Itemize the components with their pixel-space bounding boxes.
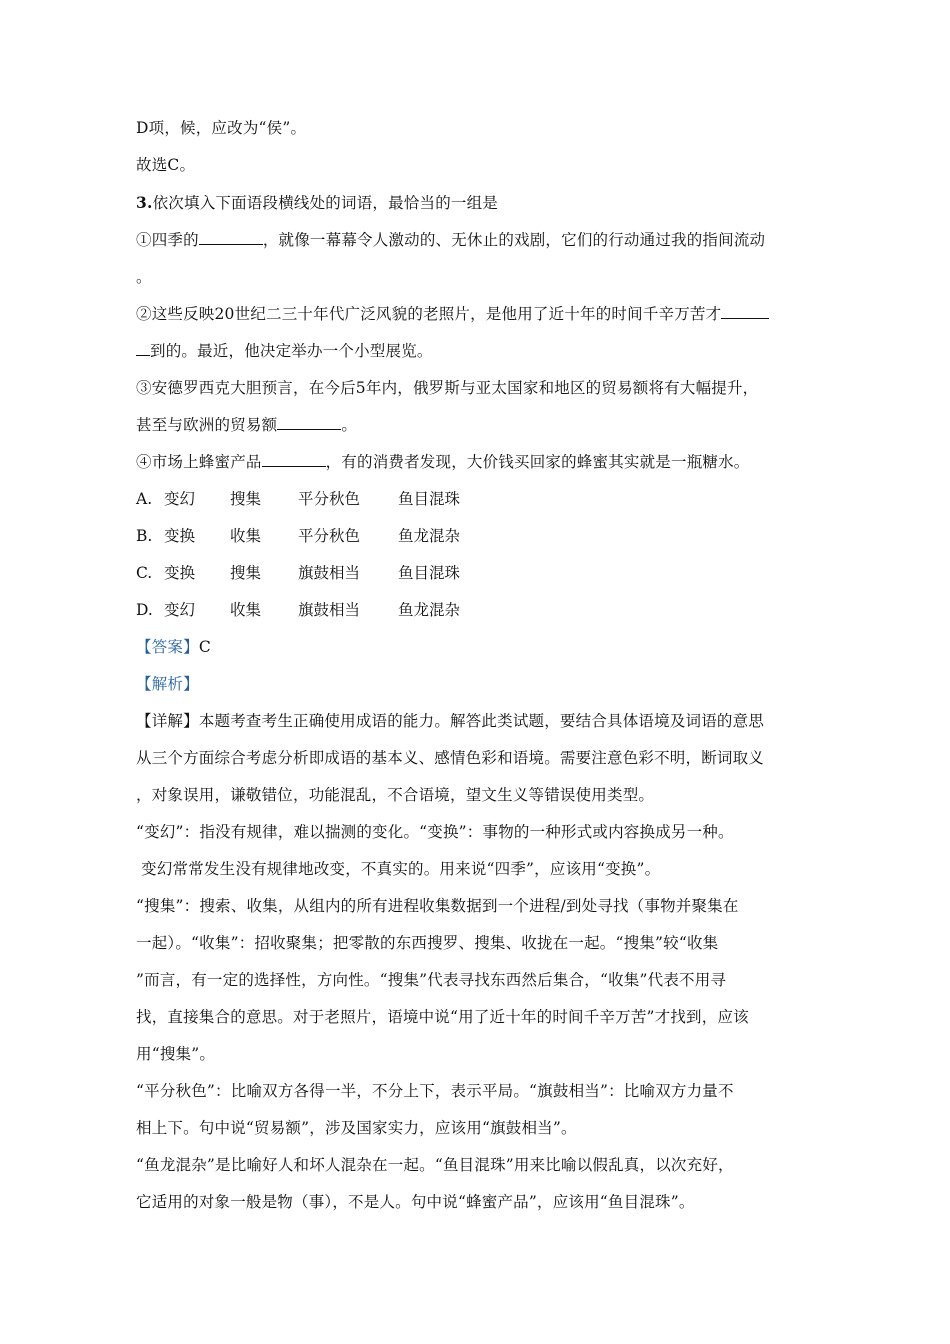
detail-line [136,711,816,732]
detail-line: 从三个方面综合考虑分析即成语的基本义、感情色彩和语境。需要注意色彩不明，断词取义 [136,749,765,767]
option-word: 鱼目混珠 [398,490,461,508]
sentence-2 [136,304,816,325]
detail-line: 一起）。“收集”：招收聚集；把零散的东西搜罗、搜集、收拢在一起。“搜集”较“收集 [136,934,719,952]
option-letter: B. [136,527,153,545]
text-line: 故选C。 [136,156,196,174]
option-word: 收集 [230,527,262,545]
answer-label: 【答案】 [136,638,199,656]
option-word: 平分秋色 [298,527,361,545]
detail-line: ”而言，有一定的选择性，方向性。“搜集”代表寻找东西然后集合，“收集”代表不用寻 [136,971,727,989]
sentence-1-cont: 。 [136,268,152,286]
fill-blank [721,304,769,319]
sentence-text: ①四季的 [136,231,199,249]
detail-line: “平分秋色”：比喻双方各得一半，不分上下，表示平局。“旗鼓相当”：比喻双方力量不 [136,1082,734,1100]
sentence-2-cont [136,341,816,362]
fill-blank [262,452,326,467]
option-word: 鱼龙混杂 [398,601,461,619]
detail-line: “鱼龙混杂”是比喻好人和坏人混杂在一起。“鱼目混珠”用来比喻以假乱真，以次充好， [136,1156,734,1174]
option-letter: A. [136,490,153,508]
detail-line: 相上下。句中说“贸易额”，涉及国家实力，应该用“旗鼓相当”。 [136,1119,577,1137]
option-word: 鱼龙混杂 [398,527,461,545]
sentence-text: 甚至与欧洲的贸易额 [136,416,278,434]
sentence-text: ，有的消费者发现，大价钱买回家的蜂蜜其实就是一瓶糖水。 [325,453,750,471]
option-a [136,489,816,510]
option-c [136,563,816,584]
sentence-text: ②这些反映20世纪二三十年代广泛风貌的老照片，是他用了近十年的时间千辛万苦才 [136,305,722,323]
question-text: 依次填入下面语段横线处的词语，最恰当的一组是 [152,194,498,212]
option-word: 收集 [230,601,262,619]
document-page [136,118,816,1213]
detail-line: “变幻”：指没有规律，难以揣测的变化。“变换”：事物的一种形式或内容换成另一种。 [136,823,734,841]
sentence-1 [136,230,816,251]
option-letter: D. [136,601,153,619]
sentence-text: 。 [341,416,358,434]
option-word: 旗鼓相当 [298,564,361,582]
option-b [136,526,816,547]
sentence-4 [136,452,816,473]
option-word: 搜集 [230,564,262,582]
sentence-text: ④市场上蜂蜜产品 [136,453,262,471]
question-stem [136,192,816,214]
answer-value: C [198,638,211,656]
detail-line: 找，直接集合的意思。对于老照片，语境中说“用了近十年的时间千辛万苦”才找到，应该 [136,1008,749,1026]
fill-blank [199,230,263,245]
question-number: 3. [136,193,153,212]
option-word: 变换 [164,527,196,545]
answer-line [136,637,816,658]
detail-text: 本题考查考生正确使用成语的能力。解答此类试题，要结合具体语境及词语的意思 [198,712,765,730]
fill-blank [277,415,341,430]
sentence-text: ，就像一幕幕令人激动的、无休止的戏剧，它们的行动通过我的指间流动 [262,231,766,249]
option-word: 鱼目混珠 [398,564,461,582]
option-letter: C. [136,564,153,582]
option-d [136,600,816,621]
detail-line: 变幻常常发生没有规律地改变，不真实的。用来说“四季”，应该用“变换”。 [136,860,661,878]
option-word: 变换 [164,564,196,582]
option-word: 旗鼓相当 [298,601,361,619]
option-word: 搜集 [230,490,262,508]
detail-line: ，对象误用，谦敬错位，功能混乱，不合语境，望文生义等错误使用类型。 [136,786,655,804]
fill-blank [136,341,150,356]
text-line: D项，候，应改为“侯”。 [136,119,307,137]
option-word: 变幻 [164,601,196,619]
sentence-3: ③安德罗西克大胆预言，在今后5年内，俄罗斯与亚太国家和地区的贸易额将有大幅提升， [136,379,759,397]
sentence-3-cont [136,415,816,436]
detail-line: 用“搜集”。 [136,1045,216,1063]
detail-line: 它适用的对象一般是物（事），不是人。句中说“蜂蜜产品”，应该用“鱼目混珠”。 [136,1193,695,1211]
option-word: 变幻 [164,490,196,508]
detail-label: 【详解】 [136,712,199,730]
option-word: 平分秋色 [298,490,361,508]
sentence-text: 到的。最近，他决定举办一个小型展览。 [150,342,433,360]
detail-line: “搜集”：搜索、收集，从组内的所有进程收集数据到一个进程/到处寻找（事物并聚集在 [136,897,739,915]
analysis-label: 【解析】 [136,675,199,693]
